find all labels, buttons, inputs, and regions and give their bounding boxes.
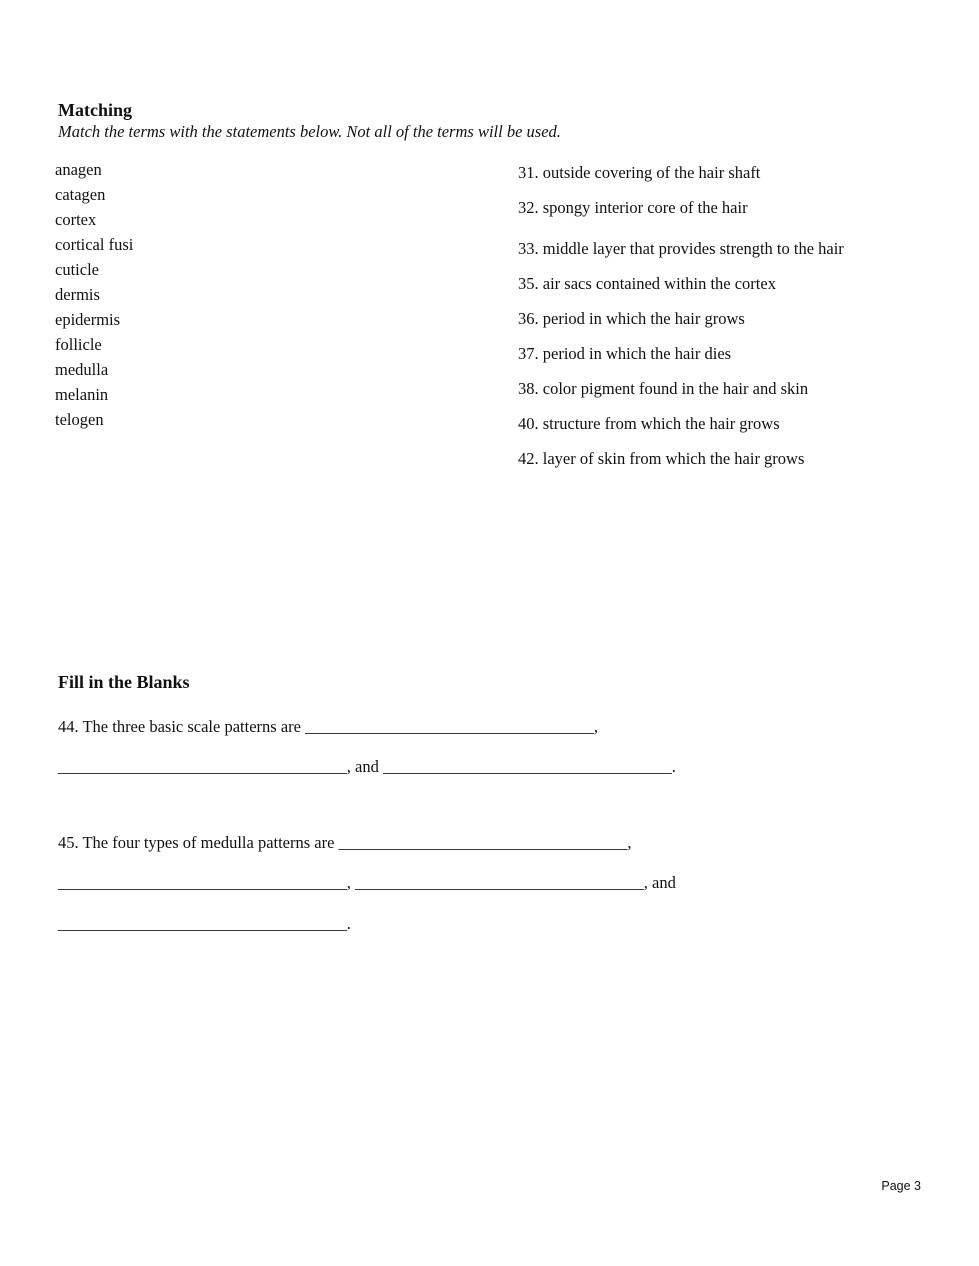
term-item: medulla — [55, 360, 109, 379]
statement-item: 31. outside covering of the hair shaft — [518, 163, 761, 182]
term-item: cortex — [55, 210, 97, 229]
question-45-line: 45. The four types of medulla patterns are ___________________________________, — [58, 833, 632, 852]
question-45-line: ___________________________________, ___________________________________, and — [58, 873, 676, 892]
statement-item: 36. period in which the hair grows — [518, 309, 745, 328]
fill-in-heading: Fill in the Blanks — [58, 672, 190, 692]
term-item: cuticle — [55, 260, 99, 279]
statement-item: 38. color pigment found in the hair and skin — [518, 379, 809, 398]
term-item: telogen — [55, 410, 104, 429]
statement-item: 42. layer of skin from which the hair grows — [518, 449, 805, 468]
statement-item: 33. middle layer that provides strength to the hair — [518, 239, 844, 258]
term-item: epidermis — [55, 310, 121, 329]
term-item: cortical fusi — [55, 235, 134, 254]
term-item: catagen — [55, 185, 106, 204]
statement-item: 32. spongy interior core of the hair — [518, 198, 748, 217]
term-item: follicle — [55, 335, 102, 354]
page-number: Page 3 — [881, 1179, 921, 1193]
question-44-line: ___________________________________, and ___________________________________. — [58, 757, 676, 776]
term-item: anagen — [55, 160, 102, 179]
statement-item: 35. air sacs contained within the cortex — [518, 274, 776, 293]
question-44-line: 44. The three basic scale patterns are ___________________________________, — [58, 717, 598, 736]
matching-heading: Matching — [58, 100, 132, 120]
matching-instructions: Match the terms with the statements below. Not all of the terms will be used. — [58, 122, 561, 141]
question-45-line: ___________________________________. — [58, 914, 351, 933]
term-item: dermis — [55, 285, 100, 304]
term-item: melanin — [55, 385, 109, 404]
statement-item: 37. period in which the hair dies — [518, 344, 732, 363]
statement-item: 40. structure from which the hair grows — [518, 414, 780, 433]
